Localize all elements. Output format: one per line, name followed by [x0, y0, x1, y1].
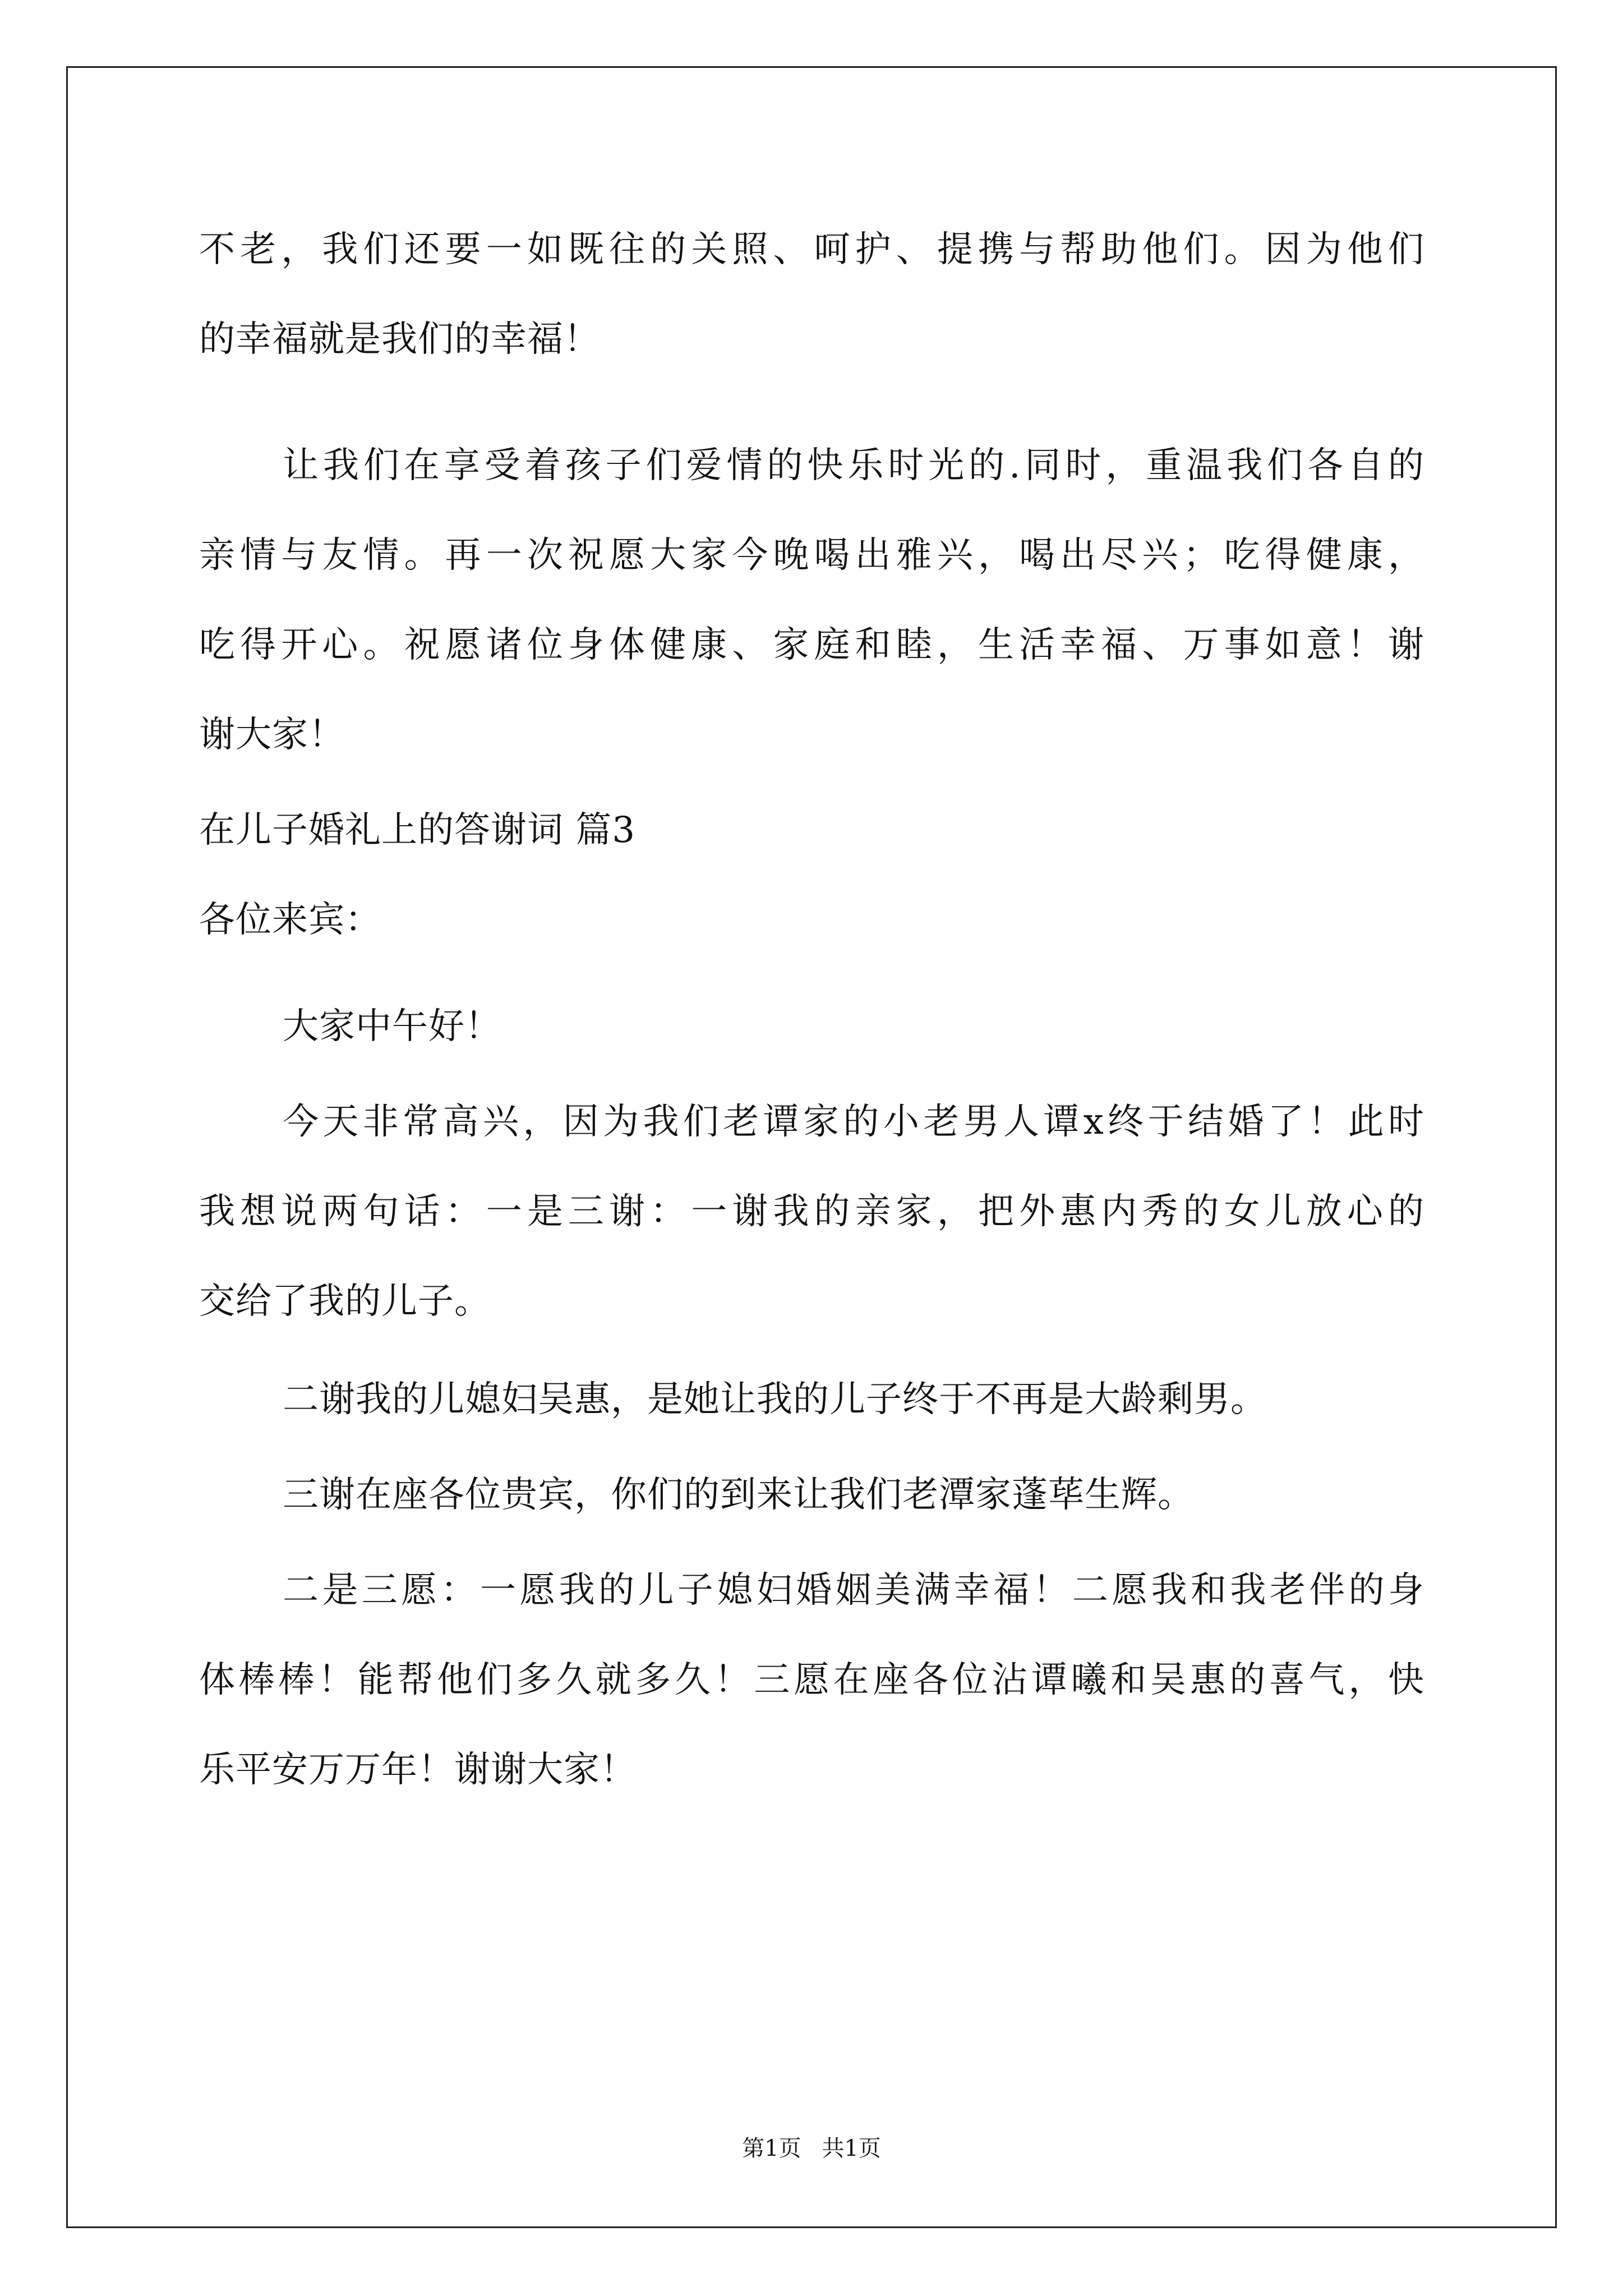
paragraph-line: 吃得开心。祝愿诸位身体健康、家庭和睦，生活幸福、万事如意！谢 [199, 624, 1424, 666]
greeting: 大家中午好！ [283, 1006, 501, 1047]
paragraph-line: 乐平安万万年！谢谢大家！ [199, 1749, 637, 1791]
paragraph-line: 二谢我的儿媳妇吴惠，是她让我的儿子终于不再是大龄剩男。 [283, 1379, 1267, 1420]
paragraph-line: 交给了我的儿子。 [199, 1281, 491, 1322]
paragraph-line: 亲情与友情。再一次祝愿大家今晚喝出雅兴，喝出尽兴；吃得健康， [199, 535, 1424, 576]
page-footer [0, 2134, 1623, 2162]
page-number: 第1页 [742, 2136, 801, 2161]
paragraph-line: 不老，我们还要一如既往的关照、呵护、提携与帮助他们。因为他们 [199, 229, 1424, 270]
page-border [66, 66, 1557, 2228]
paragraph-line: 谢大家！ [199, 714, 345, 756]
paragraph-line: 我想说两句话：一是三谢：一谢我的亲家，把外惠内秀的女儿放心的 [199, 1191, 1424, 1232]
paragraph-line: 今天非常高兴，因为我们老谭家的小老男人谭x终于结婚了！此时 [283, 1101, 1424, 1143]
page-total: 共1页 [822, 2136, 881, 2161]
paragraph-line: 三谢在座各位贵宾，你们的到来让我们老潭家蓬荜生辉。 [283, 1474, 1194, 1516]
section-heading: 在儿子婚礼上的答谢词 篇3 [199, 809, 636, 851]
paragraph-line: 体棒棒！能帮他们多久就多久！三愿在座各位沾谭曦和吴惠的喜气，快 [199, 1659, 1424, 1701]
paragraph-line: 让我们在享受着孩子们爱情的快乐时光的.同时，重温我们各自的 [283, 445, 1424, 486]
paragraph-line: 二是三愿：一愿我的儿子媳妇婚姻美满幸福！二愿我和我老伴的身 [283, 1570, 1424, 1611]
paragraph-line: 的幸福就是我们的幸福！ [199, 319, 600, 360]
salutation: 各位来宾： [199, 899, 381, 941]
